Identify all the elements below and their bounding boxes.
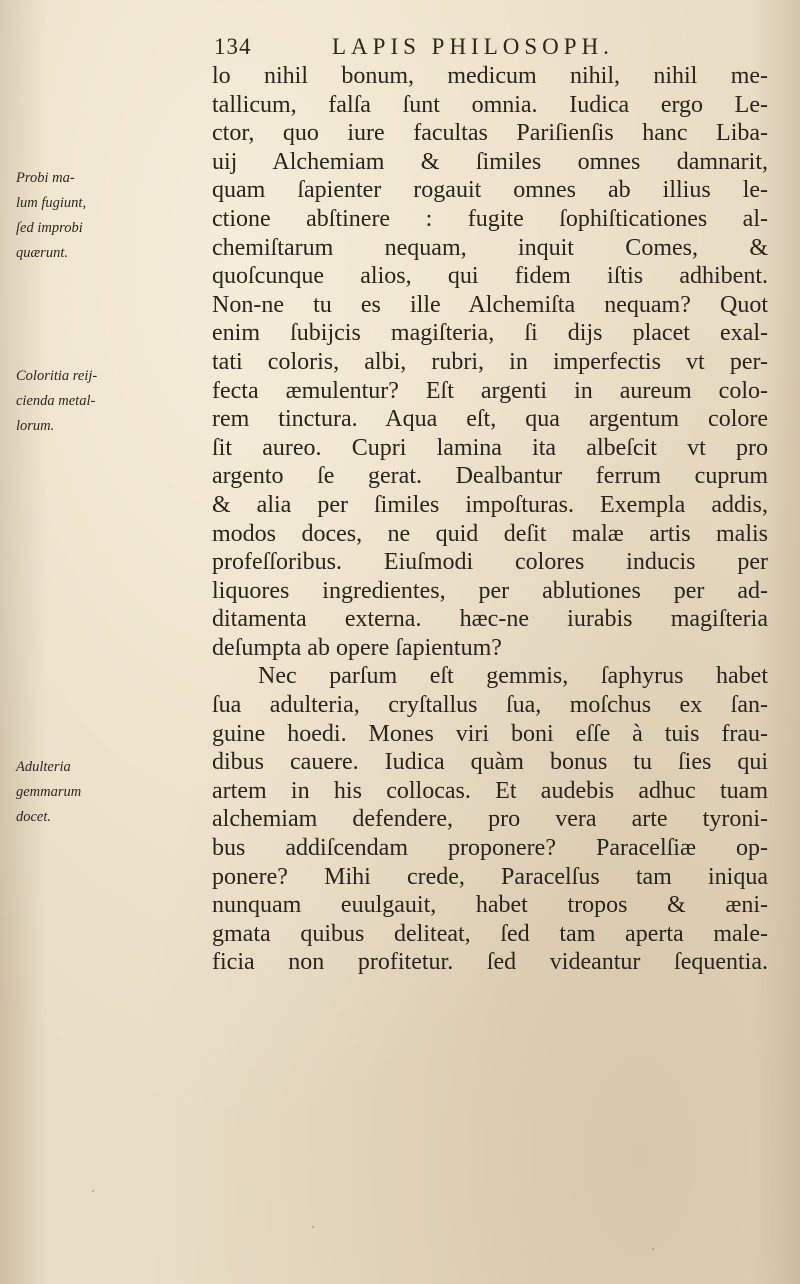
marginal-note-line: Probi ma- xyxy=(16,170,75,186)
text-line: profeſſoribus. Eiuſmodi colores inducis per xyxy=(212,549,768,576)
text-line: quoſcunque alios, qui fidem iſtis adhibent. xyxy=(212,263,768,290)
text-line: & alia per ſimiles impoſturas. Exempla addis, xyxy=(212,491,768,518)
text-line: nunquam euulgauit, habet tropos & æni- xyxy=(212,892,768,919)
text-line: argento ſe gerat. Dealbantur ferrum cuprum xyxy=(212,463,768,490)
text-line: ditamenta externa. hæc-ne iurabis magiſteria xyxy=(212,606,768,633)
marginal-note xyxy=(16,364,206,439)
paper-speck xyxy=(652,1248,654,1250)
text-line: chemiſtarum nequam, inquit Comes, & xyxy=(212,234,768,261)
paper-speck xyxy=(740,700,742,702)
marginal-note-line: gemmarum xyxy=(16,784,82,800)
marginal-note-line: cienda metal- xyxy=(16,393,96,409)
text-line: Nec parſum eſt gemmis, ſaphyrus habet xyxy=(258,663,768,690)
text-line: quam ſapienter rogauit omnes ab illius le- xyxy=(212,177,768,204)
marginal-note-line: docet. xyxy=(16,809,52,825)
paper-speck xyxy=(312,1226,314,1228)
text-line: modos doces, ne quid deſit malæ artis malis xyxy=(212,520,768,547)
text-line: liquores ingredientes, per ablutiones per ad- xyxy=(212,577,768,604)
text-line: ſua adulteria, cryſtallus ſua, moſchus ex ſan- xyxy=(212,692,768,719)
text-line: ctor, quo iure facultas Pariſienſis hanc Liba- xyxy=(212,120,768,147)
text-line: ſit aureo. Cupri lamina ita albeſcit vt pro xyxy=(212,434,768,461)
marginal-note-line: lum fugiunt, xyxy=(16,195,87,211)
text-line: artem in his collocas. Et audebis adhuc tuam xyxy=(212,777,768,804)
text-line: guine hoedi. Mones viri boni eſſe à tuis frau- xyxy=(212,720,768,747)
marginal-note-line: ſed improbi xyxy=(16,220,83,236)
marginal-note xyxy=(16,755,206,830)
body-text xyxy=(212,62,768,977)
text-line: ctione abſtinere : fugite ſophiſticationes al- xyxy=(212,205,768,232)
paper-speck xyxy=(92,1190,94,1192)
text-line: gmata quibus deliteat, ſed tam aperta male- xyxy=(212,920,768,947)
text-line: Non-ne tu es ille Alchemiſta nequam? Quot xyxy=(212,291,768,318)
text-line: ponere? Mihi crede, Paracelſus tam iniqua xyxy=(212,863,768,890)
marginal-note-line: Adulteria xyxy=(16,759,71,775)
text-line: ficia non profitetur. ſed videantur ſequentia. xyxy=(212,949,768,976)
text-line: alchemiam defendere, pro vera arte tyroni- xyxy=(212,806,768,833)
text-line: deſumpta ab opere ſapientum? xyxy=(212,634,502,661)
marginal-note-line: quærunt. xyxy=(16,245,68,261)
text-line: fecta æmulentur? Eſt argenti in aureum colo- xyxy=(212,377,768,404)
marginal-note-line: lorum. xyxy=(16,418,55,434)
text-line: dibus cauere. Iudica quàm bonus tu ſies qui xyxy=(212,749,768,776)
marginal-note xyxy=(16,166,206,266)
text-line: tallicum, falſa ſunt omnia. Iudica ergo Le- xyxy=(212,91,768,118)
text-line: tati coloris, albi, rubri, in imperfectis vt per- xyxy=(212,348,768,375)
text-line: enim ſubijcis magiſteria, ſi dijs placet exal- xyxy=(212,320,768,347)
marginal-note-line: Coloritia reij- xyxy=(16,368,98,384)
text-line: rem tinctura. Aqua eſt, qua argentum colore xyxy=(212,406,768,433)
running-head: LAPIS PHILOSOPH. xyxy=(332,34,614,59)
page-header xyxy=(214,30,694,66)
text-line: lo nihil bonum, medicum nihil, nihil me- xyxy=(212,63,768,89)
text-line: uij Alchemiam & ſimiles omnes damnarit, xyxy=(212,148,768,175)
text-line: bus addiſcendam proponere? Paracelſiæ op- xyxy=(212,835,768,862)
page-number: 134 xyxy=(214,34,252,59)
